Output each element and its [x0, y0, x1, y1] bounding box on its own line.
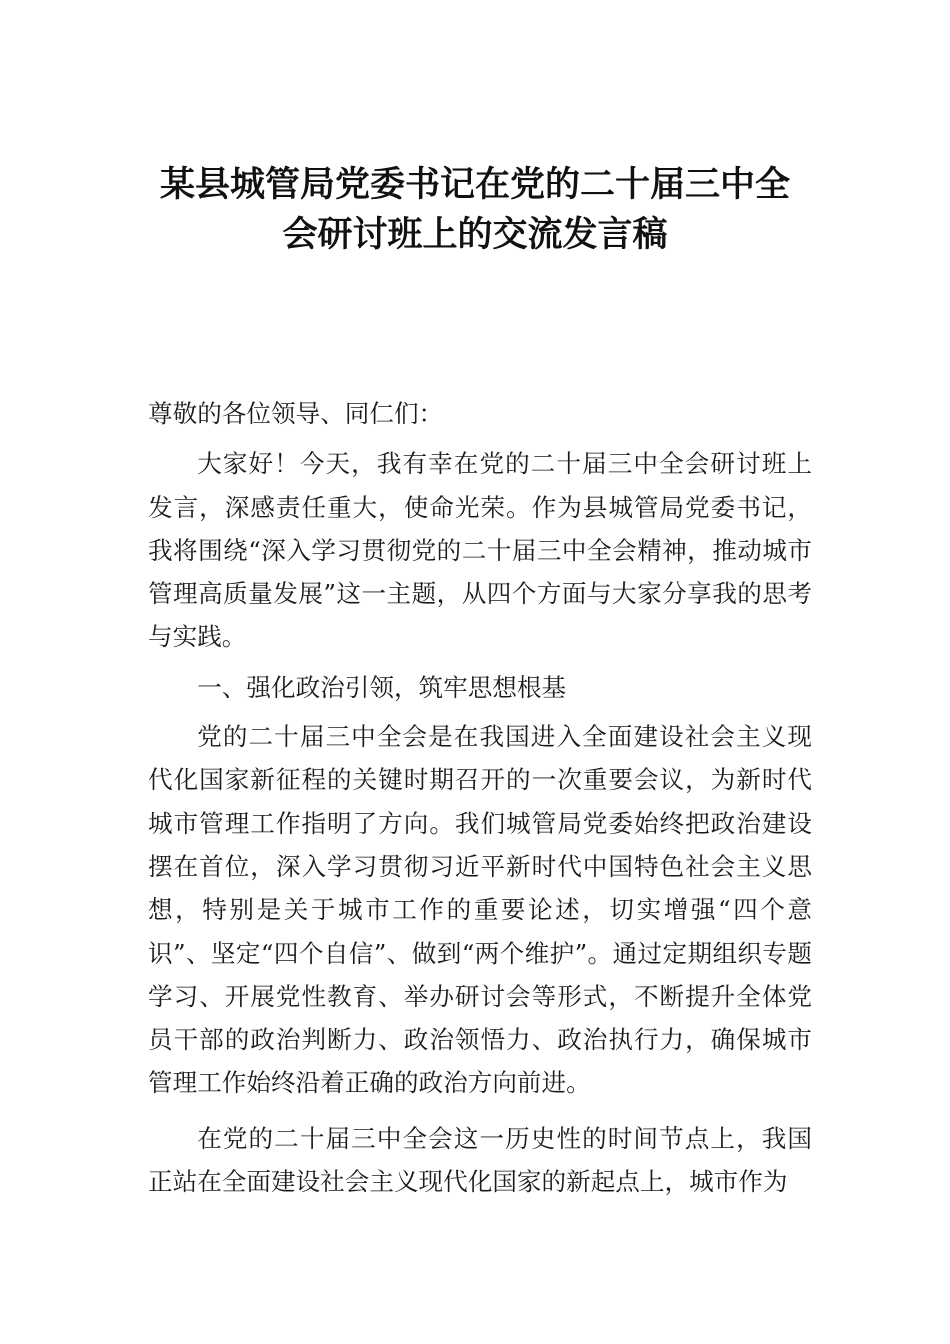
section-heading-1: 一、强化政治引领，筑牢思想根基: [197, 672, 567, 702]
opening-paragraph: 大家好！今天，我有幸在党的二十届三中全会研讨班上发言，深感责任重大，使命光荣。作为县城管局党委书记，我将围绕“深入学习贯彻党的二十届三中全会精神，推动城市管理高质量发展”这一主题，从四个方面与大家分享我的思考与实践。: [148, 449, 812, 652]
document-body: [148, 392, 812, 1203]
title-line-2: 会研讨班上的交流发言稿: [282, 215, 668, 255]
body-paragraph: 党的二十届三中全会是在我国进入全面建设社会主义现代化国家新征程的关键时期召开的一次重要会议，为新时代城市管理工作指明了方向。我们城管局党委始终把政治建设摆在首位，深入学习贯彻习近平新时代中国特色社会主义思想，特别是关于城市工作的重要论述，切实增强“四个意识”、坚定“四个自信”、做到“两个维护”。通过定期组织专题学习、开展党性教育、举办研讨会等形式，不断提升全体党员干部的政治判断力、政治领悟力、政治执行力，确保城市管理工作始终沿着正确的政治方向前进。: [148, 722, 812, 1098]
body-paragraph-continued: 在党的二十届三中全会这一历史性的时间节点上，我国正站在全面建设社会主义现代化国家的新起点上，城市作为: [148, 1123, 812, 1197]
title-line-1: 某县城管局党委书记在党的二十届三中全: [159, 165, 790, 205]
salutation: 尊敬的各位领导、同仁们：: [148, 399, 444, 428]
document-title: [120, 160, 830, 260]
